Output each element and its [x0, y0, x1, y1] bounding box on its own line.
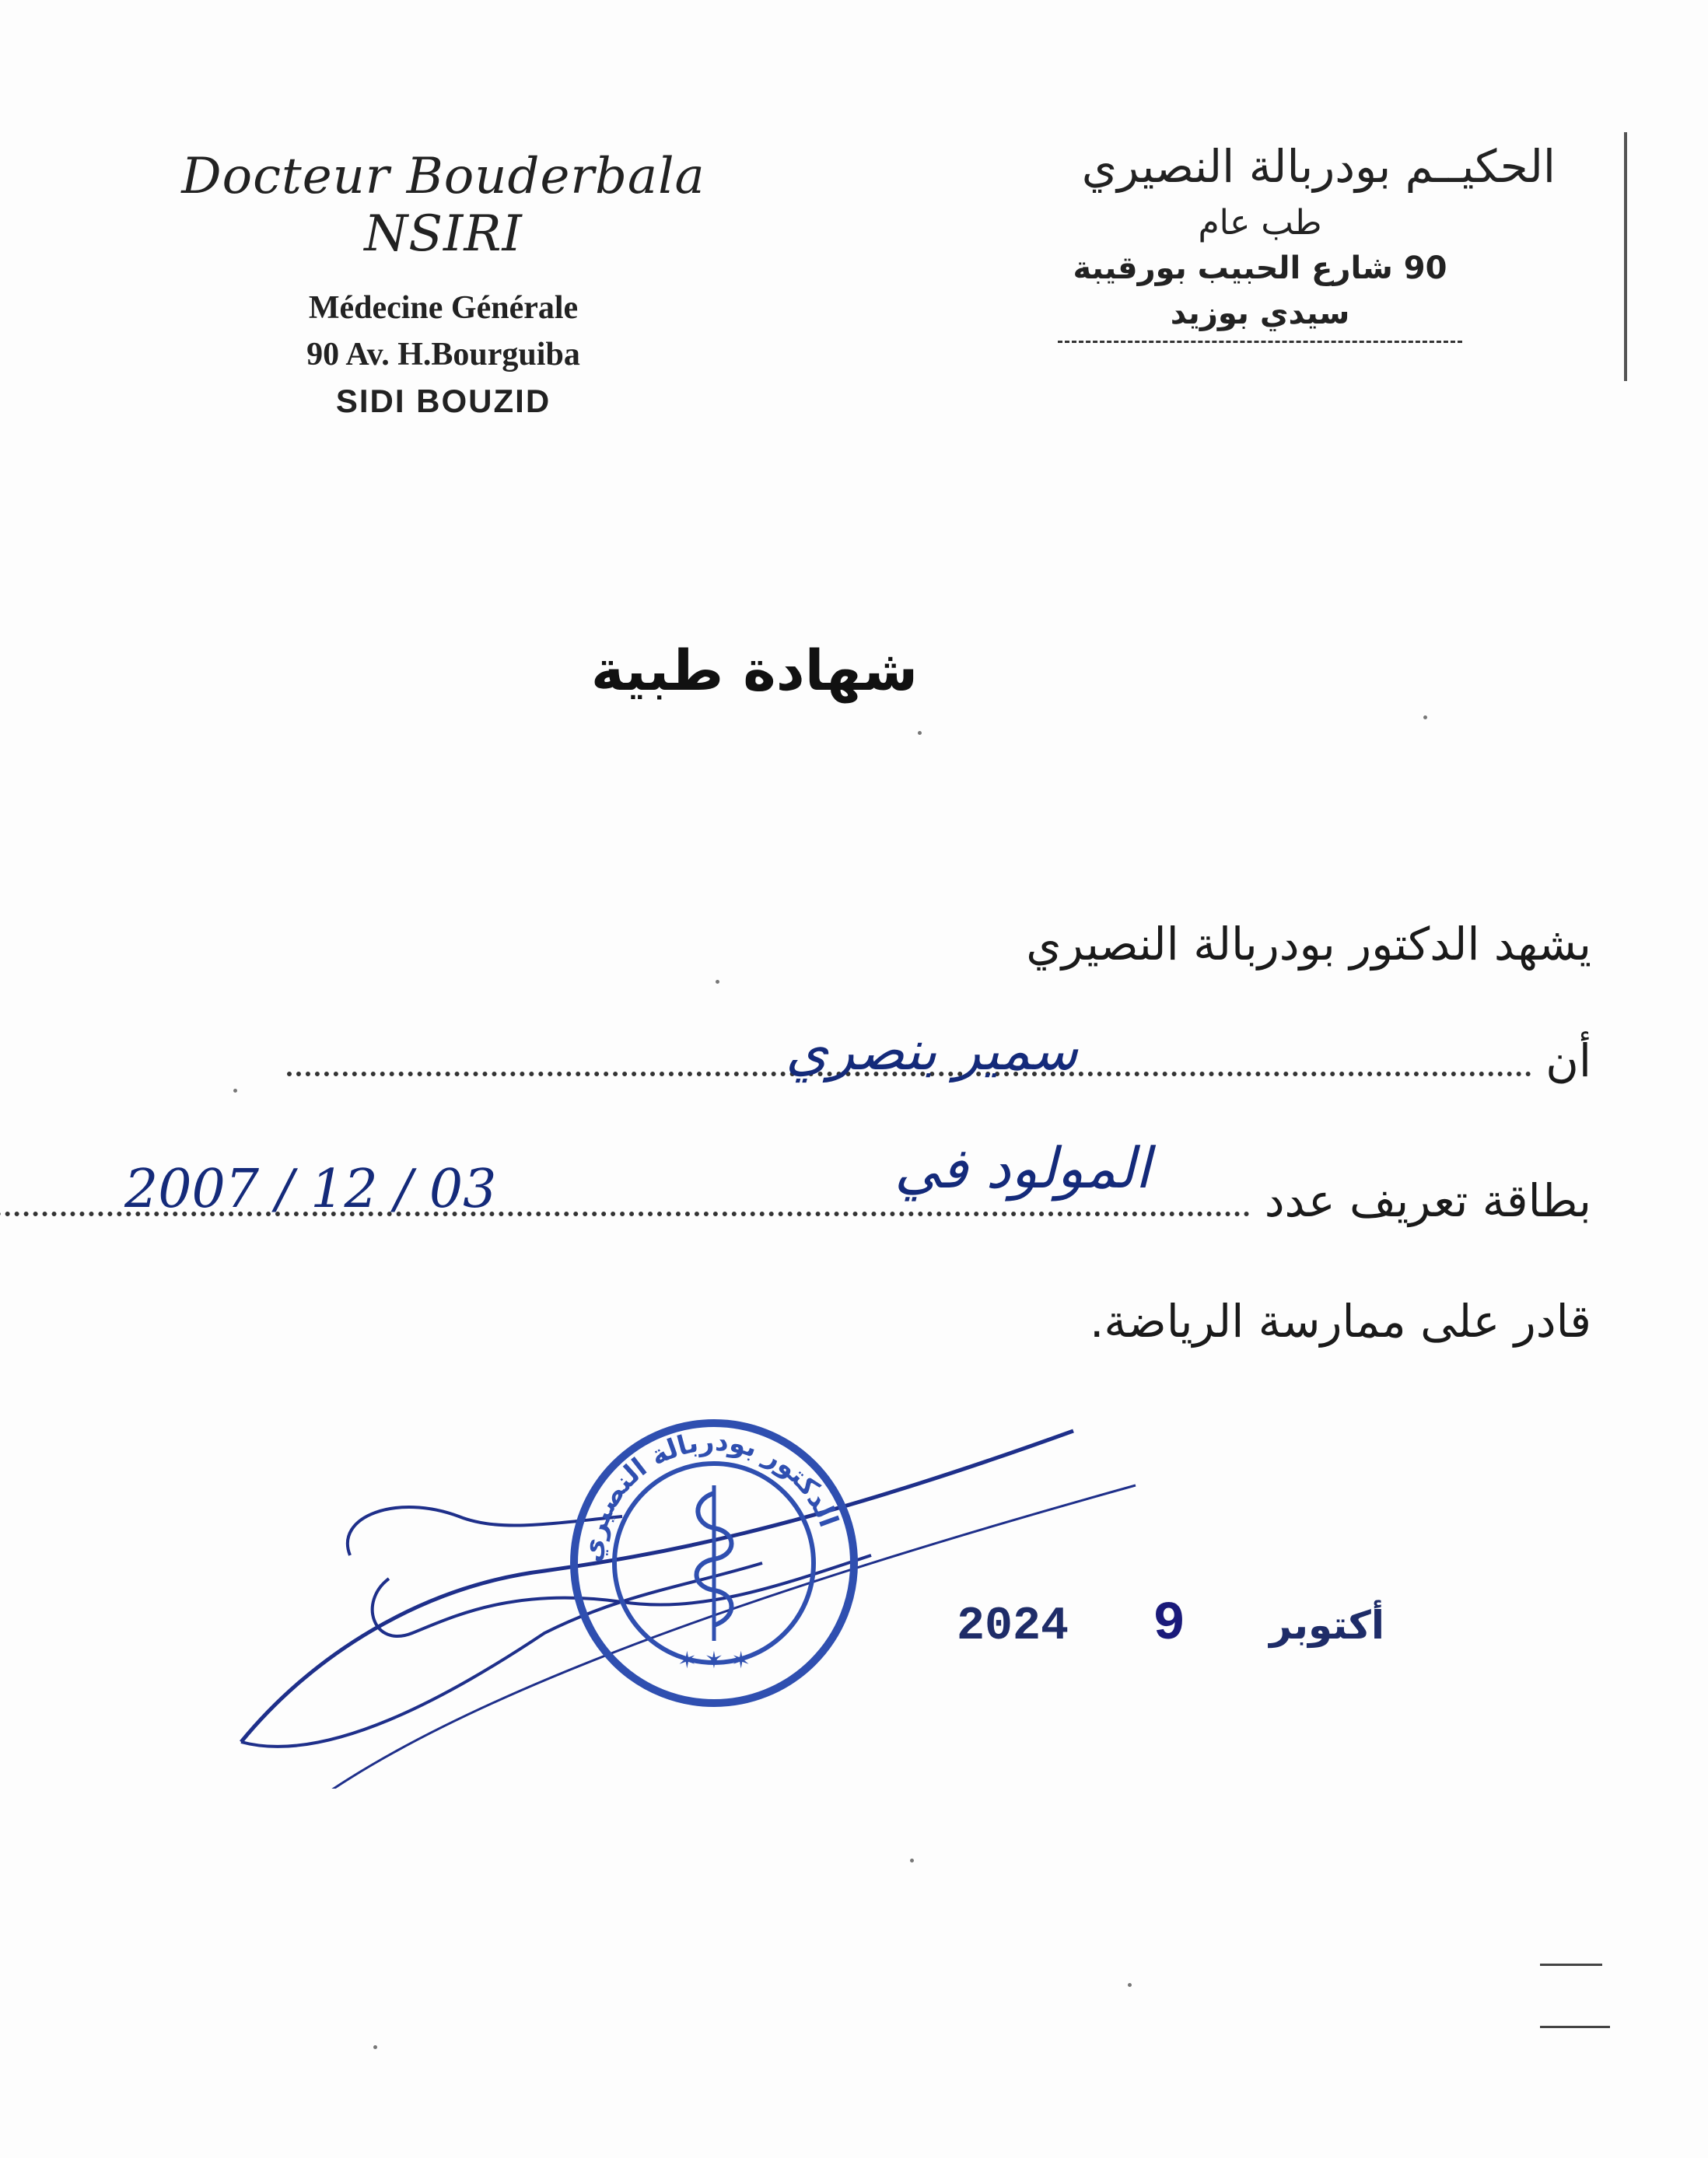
date-stamp — [957, 1594, 1384, 1656]
scan-speck — [1423, 715, 1427, 719]
body-line-3-prefix: بطاقة تعريف عدد — [1264, 1174, 1591, 1227]
handwritten-birthdate: 2007 / 12 / 03 — [124, 1159, 497, 1220]
specialty-fr: Médecine Générale — [308, 290, 579, 326]
body-line-1: يشهد الدكتور بودربالة النصيري — [1026, 918, 1591, 971]
address-ar: 90 شارع الحبيب بورقيبة — [1073, 250, 1447, 286]
document-title: شهادة طبية — [590, 638, 919, 703]
specialty-ar: طب عام — [1198, 203, 1322, 243]
scan-speck — [373, 2045, 377, 2049]
letterhead-french — [117, 148, 770, 425]
letterhead-underline — [1058, 341, 1462, 343]
margin-dash — [1540, 1964, 1602, 1966]
margin-rule — [1624, 132, 1627, 381]
city-fr: SIDI BOUZID — [335, 383, 551, 419]
body-line-2-prefix: أن — [1545, 1034, 1591, 1087]
date-month: أكتوبر — [1269, 1603, 1384, 1648]
date-year: 2024 — [957, 1600, 1069, 1653]
address-fr: 90 Av. H.Bourguiba — [306, 337, 580, 372]
date-day: 9 — [1153, 1594, 1186, 1656]
letterhead-arabic — [964, 140, 1556, 343]
svg-text:الدكتور بودربالة النصيري: الدكتور بودربالة النصيري — [576, 1425, 845, 1564]
body-line-4: قادر على ممارسة الرياضة. — [1089, 1295, 1591, 1348]
scan-speck — [1128, 1983, 1132, 1987]
doctor-stamp — [558, 1408, 870, 1719]
doctor-name-fr: Docteur Bouderbala NSIRI — [181, 148, 705, 263]
handwritten-name: سمير بنصري — [786, 1019, 1078, 1082]
scan-speck — [233, 1089, 237, 1093]
scan-speck — [918, 731, 922, 735]
city-ar: سيدي بوزيد — [1170, 296, 1350, 331]
handwritten-born: المولود في — [894, 1135, 1151, 1201]
scan-speck — [910, 1859, 914, 1862]
margin-dash — [1540, 2026, 1610, 2028]
doctor-name-ar: الحكيــم بودربالة النصيري — [1081, 140, 1556, 193]
scan-speck — [716, 980, 719, 984]
svg-text:✶ ✶ ✶: ✶ ✶ ✶ — [677, 1647, 751, 1674]
